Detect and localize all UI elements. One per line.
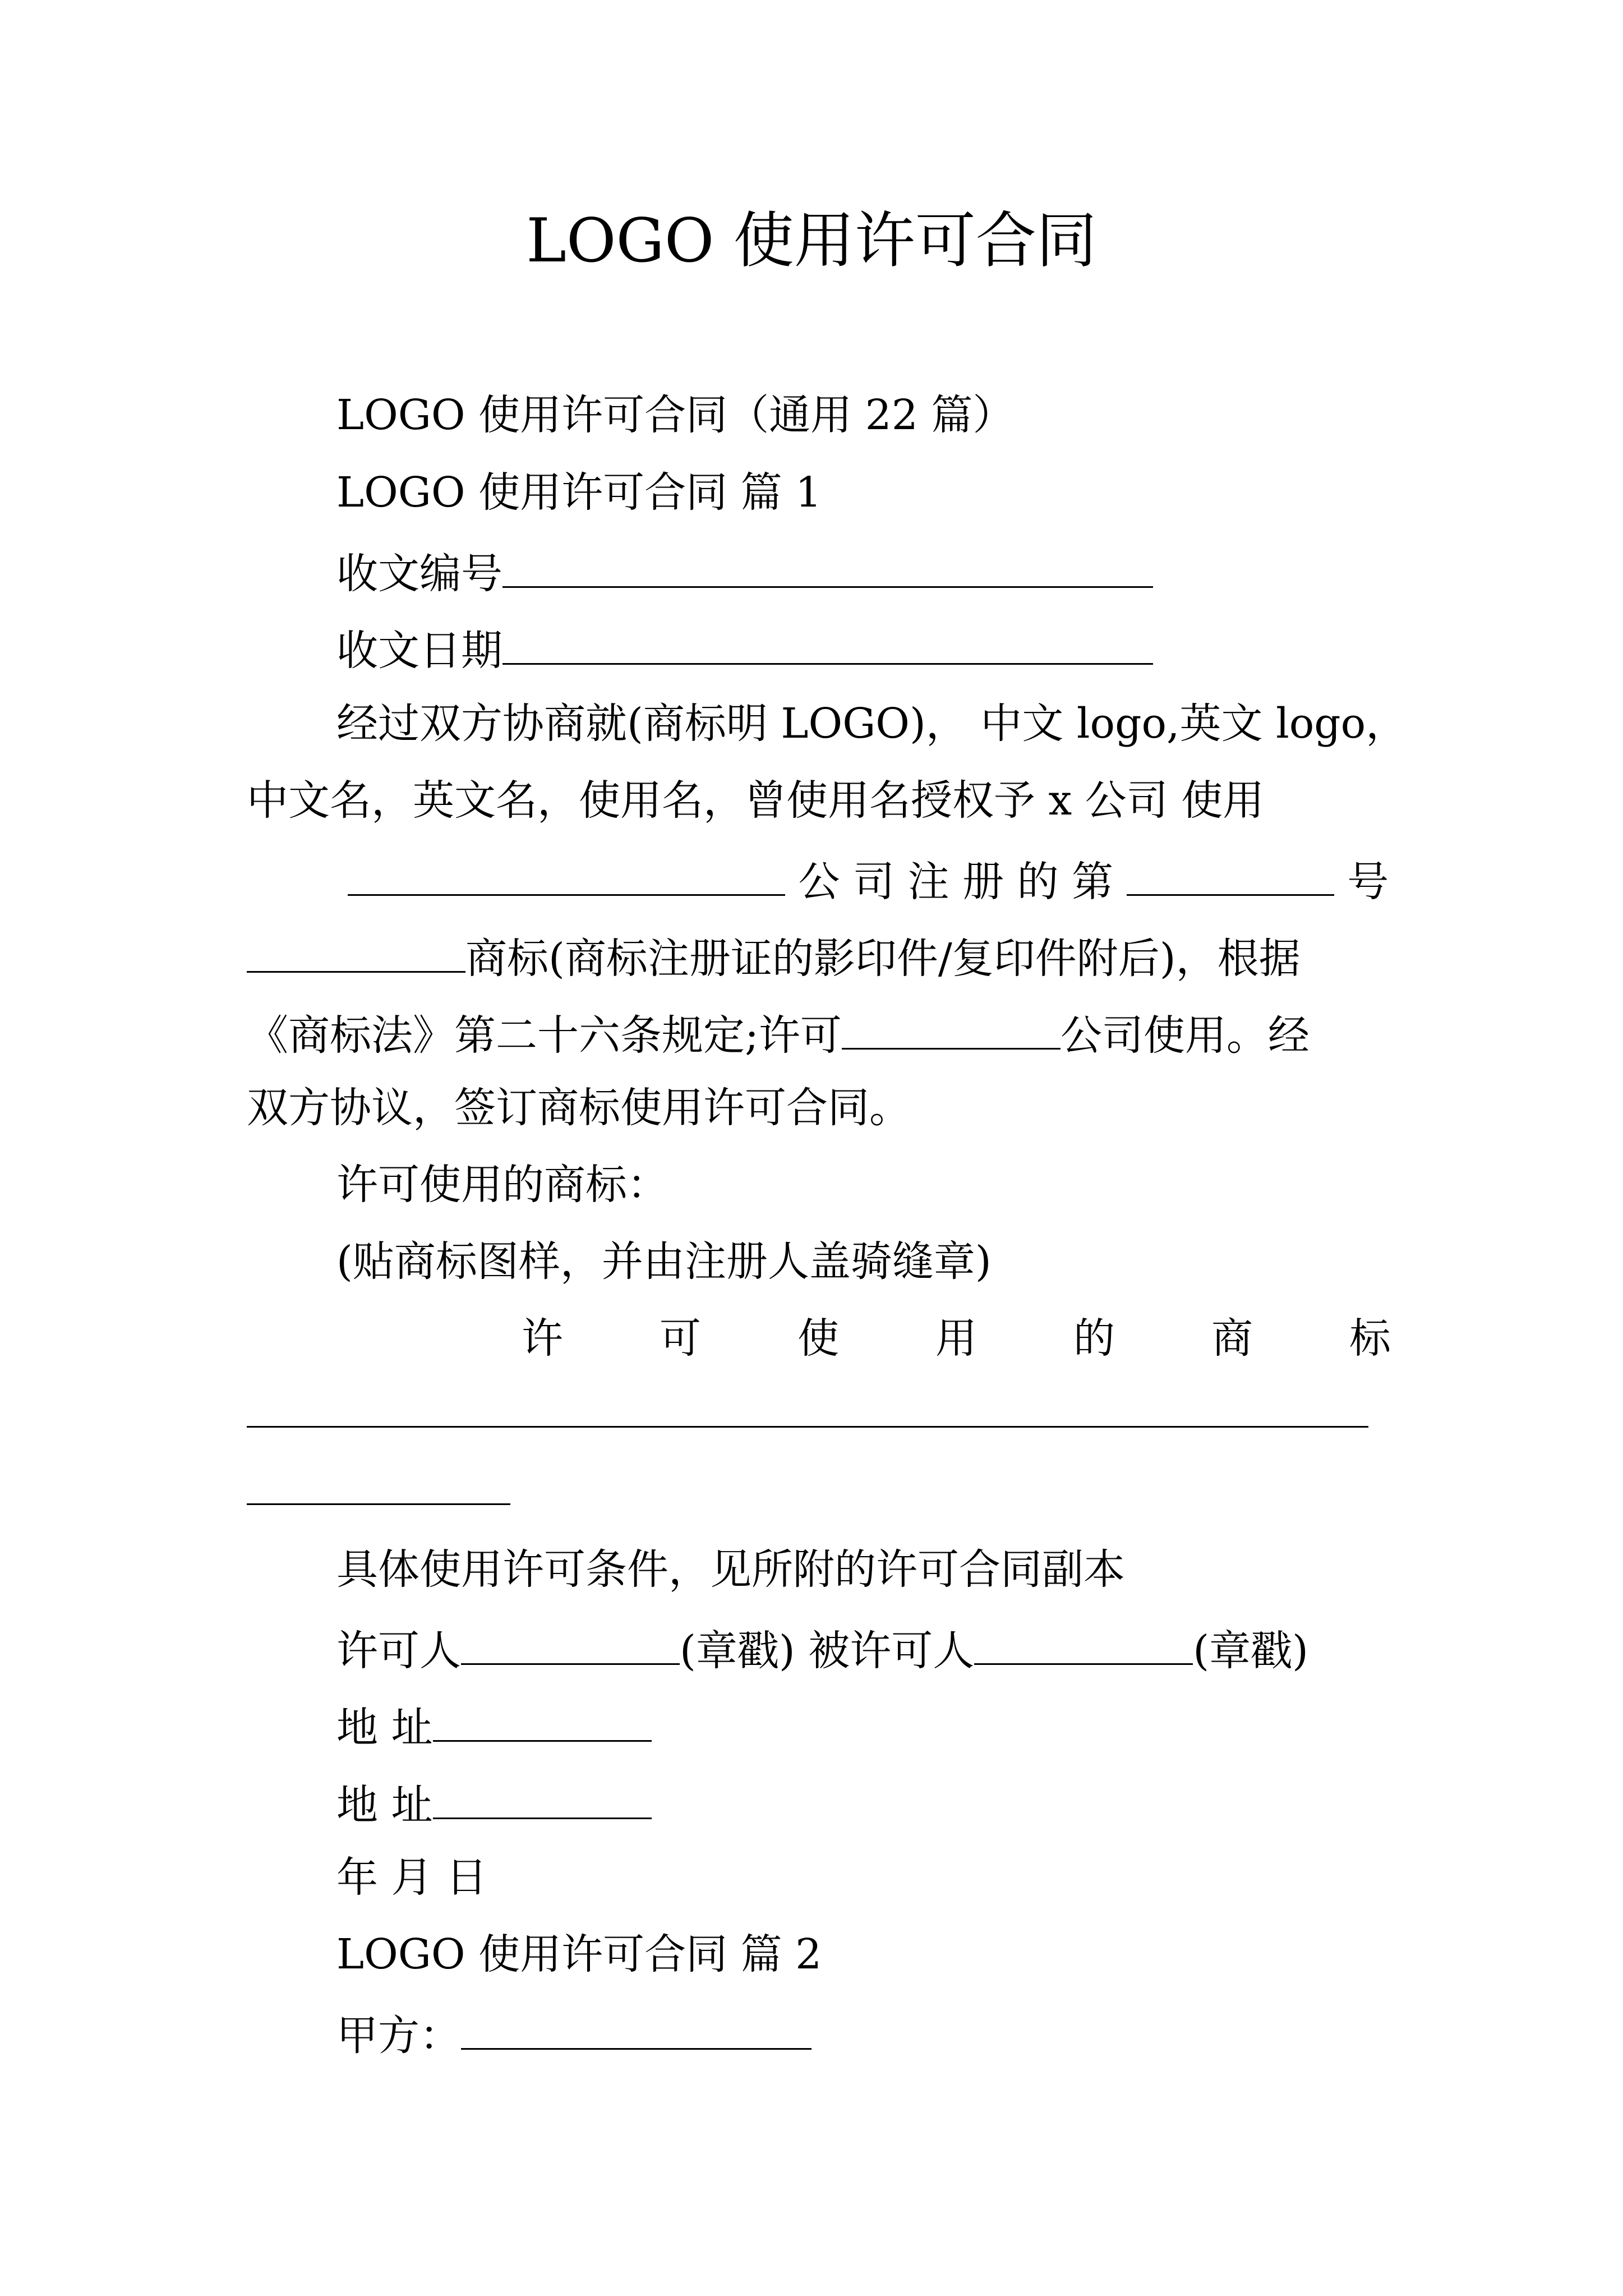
trademark-text: 商标(商标注册证的影印件/复印件附后)，根据 (465, 935, 1301, 983)
address-row-1 (336, 1695, 652, 1756)
spread-char: 标 (1349, 1314, 1391, 1363)
signature-row (336, 1618, 1308, 1679)
licensee-label: 被许可人 (808, 1627, 975, 1675)
address-label-1: 地 址 (336, 1704, 433, 1752)
trademark-blank[interactable] (247, 926, 465, 973)
doc-number-row (336, 541, 1153, 602)
licensed-company-blank[interactable] (842, 1003, 1061, 1050)
mark-blank-line-2[interactable] (247, 1503, 510, 1505)
doc-date-row (336, 618, 1153, 679)
section2-heading: LOGO 使用许可合同 篇 2 (336, 1930, 822, 1978)
party-a-label: 甲方： (336, 2012, 461, 2060)
spread-char: 可 (660, 1314, 701, 1363)
licensor-label: 许可人 (336, 1627, 461, 1675)
party-a-row (336, 2003, 811, 2064)
date-line: 年 月 日 (336, 1853, 488, 1902)
doc-number-label: 收文编号 (336, 550, 502, 598)
spread-char: 商 (1211, 1314, 1253, 1363)
paragraph1-line6: 双方协议，签订商标使用许可合同。 (247, 1084, 911, 1132)
company-blank[interactable] (348, 849, 785, 896)
address-blank-2[interactable] (433, 1773, 652, 1819)
paragraph1-line5 (247, 1003, 1310, 1064)
address-label-2: 地 址 (336, 1781, 433, 1829)
address-blank-1[interactable] (433, 1695, 652, 1742)
licensed-mark-spread-heading (522, 1310, 1391, 1366)
spread-char: 用 (935, 1314, 977, 1363)
document-title: LOGO 使用许可合同 (526, 206, 1097, 276)
collection-heading: LOGO 使用许可合同（通用 22 篇） (336, 391, 1015, 439)
spread-char: 许 (522, 1314, 563, 1363)
paragraph1-line4 (247, 926, 1301, 987)
conditions-note: 具体使用许可条件，见所附的许可合同副本 (336, 1545, 1125, 1594)
party-a-blank[interactable] (461, 2003, 811, 2050)
number-suffix: 号 (1347, 858, 1389, 906)
paragraph1-line2: 中文名，英文名，使用名，曾使用名授权予 x 公司 使用 (247, 776, 1265, 825)
spread-char: 的 (1073, 1314, 1115, 1363)
law-reference-text: 《商标法》第二十六条规定;许可 (247, 1011, 842, 1060)
licensor-seal: (章戳) (680, 1627, 795, 1675)
section1-heading: LOGO 使用许可合同 篇 1 (336, 468, 822, 517)
company-registered-text: 公 司 注 册 的 第 (798, 858, 1114, 906)
licensee-seal: (章戳) (1193, 1627, 1309, 1675)
doc-number-blank[interactable] (502, 541, 1153, 588)
registration-number-blank[interactable] (1127, 849, 1334, 896)
paragraph1-line1: 经过双方协商就(商标明 LOGO)， 中文 logo,英文 logo， (336, 700, 1408, 748)
address-row-2 (336, 1773, 652, 1833)
stamp-note: (贴商标图样，并由注册人盖骑缝章) (336, 1237, 992, 1286)
spread-char: 使 (797, 1314, 839, 1363)
doc-date-label: 收文日期 (336, 627, 502, 675)
mark-blank-line-1[interactable] (247, 1426, 1368, 1428)
licensee-blank[interactable] (974, 1618, 1193, 1665)
paragraph1-line3 (348, 849, 1389, 910)
licensed-mark-label: 许可使用的商标： (336, 1161, 668, 1209)
company-use-text: 公司使用。经 (1060, 1011, 1310, 1060)
licensor-blank[interactable] (461, 1618, 680, 1665)
doc-date-blank[interactable] (502, 618, 1153, 665)
